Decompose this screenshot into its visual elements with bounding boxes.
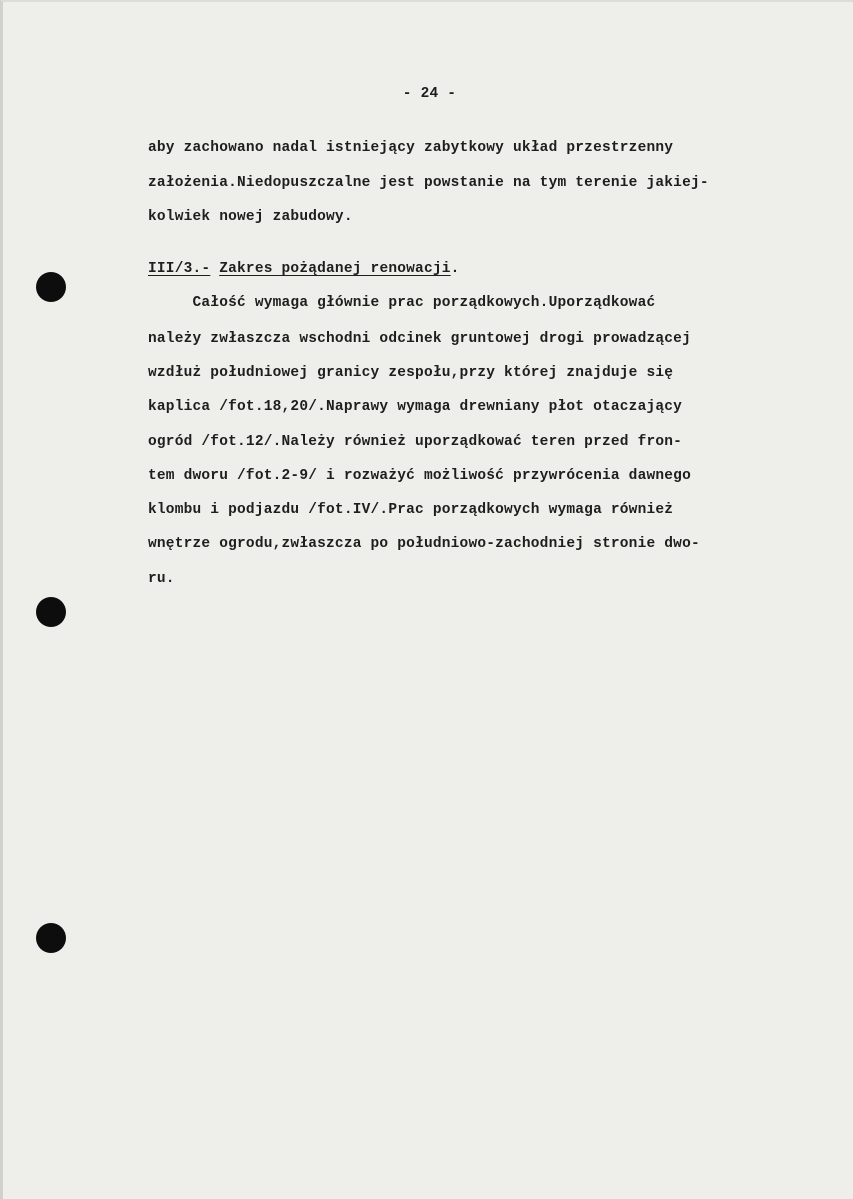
text-line: należy zwłaszcza wschodni odcinek gruntowej drogi prowadzącej bbox=[148, 331, 691, 347]
text-line: wzdłuż południowej granicy zespołu,przy której znajduje się bbox=[148, 365, 674, 381]
punch-hole-bottom bbox=[36, 923, 66, 953]
section-title: Zakres pożądanej renowacji bbox=[219, 261, 451, 277]
page-number: - 24 - bbox=[402, 86, 457, 102]
punch-hole-top bbox=[36, 272, 66, 302]
text-line: aby zachowano nadal istniejący zabytkowy układ przestrzenny bbox=[148, 140, 674, 156]
text-line: klombu i podjazdu /fot.IV/.Prac porządkowych wymaga również bbox=[148, 502, 674, 518]
text-line: kaplica /fot.18,20/.Naprawy wymaga drewniany płot otaczający bbox=[148, 399, 683, 415]
text-line: wnętrze ogrodu,zwłaszcza po południowo-zachodniej stronie dwo- bbox=[148, 536, 700, 552]
text-line: kolwiek nowej zabudowy. bbox=[148, 209, 353, 225]
text-line: założenia.Niedopuszczalne jest powstanie na tym terenie jakiej- bbox=[148, 175, 709, 191]
text-line: Całość wymaga głównie prac porządkowych.Uporządkować bbox=[148, 295, 656, 311]
section-number: III/3.- bbox=[148, 261, 211, 277]
text-line: ogród /fot.12/.Należy również uporządkować teren przed fron- bbox=[148, 434, 683, 450]
text-line: ru. bbox=[148, 571, 175, 587]
text-line: tem dworu /fot.2-9/ i rozważyć możliwość przywrócenia dawnego bbox=[148, 468, 691, 484]
section-heading-period: . bbox=[450, 261, 460, 277]
section-heading bbox=[148, 260, 460, 278]
punch-hole-middle bbox=[36, 597, 66, 627]
